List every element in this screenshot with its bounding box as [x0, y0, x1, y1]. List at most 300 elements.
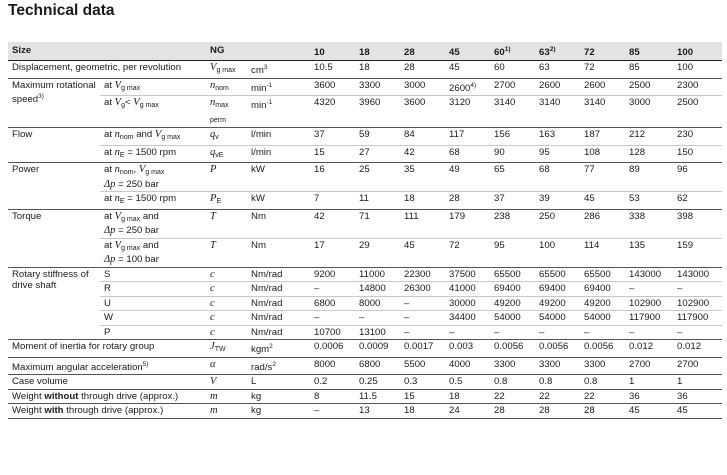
text: 11000 — [359, 268, 385, 280]
value-cell — [355, 282, 400, 297]
value-cell — [355, 404, 400, 419]
cond-line2: = 250 bar — [115, 178, 159, 190]
value-cell — [673, 96, 722, 128]
value-cell — [535, 267, 580, 282]
value-cell — [535, 311, 580, 326]
symbol-cell — [206, 145, 247, 163]
text: 3120 — [449, 97, 471, 108]
text: 5) — [142, 360, 149, 368]
text: 49200 — [494, 297, 521, 309]
condition-cell — [100, 145, 206, 163]
text: Nm/rad — [251, 268, 283, 280]
text: 102900 — [677, 297, 710, 309]
value-cell — [535, 96, 580, 128]
text: 108 — [584, 146, 601, 158]
text: 69400 — [584, 283, 611, 294]
text: 230 — [677, 129, 694, 140]
text: 62 — [677, 193, 688, 204]
text: nom — [119, 134, 134, 141]
text: 28 — [539, 405, 550, 416]
text: – — [404, 312, 410, 323]
text: 0.0009 — [359, 341, 389, 352]
text: 9200 — [314, 268, 336, 280]
size-col-header: 18 — [355, 42, 400, 61]
text: 0.012 — [677, 341, 702, 352]
text: 3140 — [494, 97, 516, 108]
cond-var: Δp — [104, 178, 116, 190]
text: 59 — [359, 129, 370, 140]
text: 114 — [584, 239, 600, 251]
row-label — [8, 404, 206, 419]
value-cell — [580, 128, 625, 146]
text: n — [210, 79, 216, 91]
text: 54000 — [584, 312, 611, 323]
text: n — [210, 97, 216, 108]
symbol-cell — [206, 296, 247, 311]
text: – — [449, 326, 455, 338]
text: kg — [251, 390, 262, 402]
size-col-header: 63$^{2)}$ — [535, 42, 580, 61]
value-cell — [445, 61, 490, 79]
text: 8000 — [314, 358, 336, 370]
text: 24 — [449, 405, 460, 416]
text: 2600 — [584, 79, 606, 91]
value-cell — [400, 96, 445, 128]
text: P — [210, 164, 217, 175]
text: – — [629, 326, 635, 338]
value-cell — [625, 128, 673, 146]
text: with — [44, 405, 64, 416]
text: T — [210, 239, 216, 251]
value-cell — [580, 375, 625, 390]
text: T — [210, 210, 216, 222]
value-cell — [310, 296, 355, 311]
text: Flow — [12, 129, 33, 140]
value-cell — [673, 389, 722, 404]
text: min — [251, 82, 267, 94]
value-cell — [490, 404, 535, 419]
text: 179 — [449, 210, 466, 222]
text: g max — [139, 102, 159, 109]
value-cell — [580, 296, 625, 311]
text: 250 — [539, 210, 556, 222]
text: 49200 — [539, 297, 566, 309]
text: 28 — [584, 405, 595, 416]
text: Displacement, geometric, per revolution — [12, 62, 182, 73]
text: = 1500 rpm — [124, 146, 177, 158]
symbol-cell — [206, 61, 247, 79]
row-label — [8, 163, 100, 210]
text: 65500 — [494, 268, 521, 280]
value-cell — [580, 238, 625, 267]
table-row — [8, 311, 722, 326]
value-cell — [535, 375, 580, 390]
text: 36 — [677, 390, 688, 402]
text: 398 — [677, 210, 694, 222]
value-cell — [310, 209, 355, 238]
text: g max — [161, 134, 181, 141]
text: V — [210, 62, 217, 73]
text: kg — [251, 405, 262, 416]
text: 69400 — [494, 283, 521, 294]
value-cell — [310, 311, 355, 326]
value-cell — [355, 209, 400, 238]
text: Nm — [251, 239, 266, 251]
text: 13 — [359, 405, 370, 416]
text: 90 — [494, 146, 505, 158]
text: 14800 — [359, 283, 386, 294]
text: 18 — [404, 405, 415, 416]
text: 111 — [404, 210, 419, 222]
value-cell — [310, 192, 355, 210]
value-cell — [445, 296, 490, 311]
text: 117900 — [629, 312, 661, 323]
text: 3300 — [584, 358, 606, 370]
text: 5500 — [404, 358, 426, 370]
text: 0.0006 — [314, 341, 344, 352]
value-cell — [535, 282, 580, 297]
value-cell — [673, 163, 722, 192]
text: 3140 — [539, 97, 561, 108]
value-cell — [673, 78, 722, 96]
text: 54000 — [494, 312, 521, 323]
cond-prefix: at — [104, 164, 115, 175]
value-cell — [580, 78, 625, 96]
value-cell — [310, 78, 355, 96]
value-cell — [490, 296, 535, 311]
text: 117900 — [677, 312, 709, 323]
text: Nm/rad — [251, 326, 283, 338]
value-cell — [445, 311, 490, 326]
value-cell — [310, 375, 355, 390]
value-cell — [445, 375, 490, 390]
symbol-cell — [206, 163, 247, 192]
value-cell — [580, 404, 625, 419]
table-row — [8, 357, 722, 375]
text: 65500 — [584, 268, 611, 280]
symbol-cell — [206, 267, 247, 282]
text: 68 — [539, 164, 550, 175]
value-cell — [310, 267, 355, 282]
text: Nm — [251, 210, 266, 222]
text: 95 — [494, 239, 505, 251]
value-cell — [625, 375, 673, 390]
condition-cell — [100, 296, 206, 311]
value-cell — [445, 238, 490, 267]
value-cell — [400, 209, 445, 238]
text: 0.0017 — [404, 341, 434, 352]
text: 2 — [272, 360, 276, 368]
text: 3300 — [539, 358, 561, 370]
condition-cell — [100, 238, 206, 267]
text: 28 — [404, 62, 415, 73]
value-cell — [490, 340, 535, 358]
text: 22 — [539, 390, 550, 402]
text: Maximum angular acceleration — [12, 361, 143, 373]
text: P — [104, 326, 111, 338]
size-col-header: 85 — [625, 42, 673, 61]
value-cell — [490, 311, 535, 326]
row-label — [8, 61, 206, 79]
cond-var: V — [138, 164, 146, 175]
value-cell — [400, 267, 445, 282]
value-cell — [310, 96, 355, 128]
value-cell — [490, 96, 535, 128]
value-cell — [580, 145, 625, 163]
text: – — [584, 326, 590, 338]
value-cell — [400, 238, 445, 267]
text: 4) — [470, 81, 477, 89]
text: P — [210, 193, 217, 204]
unit-cell — [247, 78, 310, 96]
value-cell — [673, 145, 722, 163]
table-row — [8, 325, 722, 340]
value-cell — [535, 296, 580, 311]
text: – — [677, 326, 683, 338]
text: 0.012 — [629, 341, 654, 352]
text: 53 — [629, 193, 640, 204]
text: c — [210, 326, 215, 338]
value-cell — [355, 238, 400, 267]
cond-var: V — [114, 239, 122, 251]
value-cell — [400, 375, 445, 390]
text: 10.5 — [314, 62, 333, 73]
text: g max — [121, 244, 141, 252]
text: 0.25 — [359, 376, 378, 387]
unit-cell — [247, 209, 310, 238]
text: E — [119, 151, 125, 159]
text: 63 — [539, 62, 550, 73]
table-row — [8, 282, 722, 297]
text: 159 — [677, 239, 694, 251]
condition-cell — [100, 192, 206, 210]
technical-data-table — [8, 42, 722, 419]
text: Weight — [12, 405, 45, 416]
text: Case volume — [12, 376, 68, 387]
table-row — [8, 267, 722, 282]
text: 72 — [584, 62, 595, 73]
value-cell — [400, 389, 445, 404]
text: 18 — [404, 193, 415, 204]
condition-cell — [100, 163, 206, 192]
value-cell — [490, 145, 535, 163]
value-cell — [625, 357, 673, 375]
text: 16 — [314, 164, 325, 175]
text: 8 — [314, 390, 320, 402]
cond-line2: = 100 bar — [115, 254, 159, 265]
text: kW — [251, 193, 265, 204]
text: c — [210, 268, 215, 280]
text: 2700 — [677, 358, 699, 370]
row-label — [8, 209, 100, 267]
value-cell — [535, 192, 580, 210]
cond-line2: = 250 bar — [115, 225, 159, 236]
cond-prefix: at — [104, 239, 115, 251]
value-cell — [310, 404, 355, 419]
unit-cell — [247, 357, 310, 375]
text: E — [216, 198, 222, 205]
value-cell — [445, 267, 490, 282]
value-cell — [625, 311, 673, 326]
row-label — [8, 340, 206, 358]
text: 2500 — [677, 97, 699, 108]
value-cell — [400, 311, 445, 326]
text: 6800 — [314, 297, 336, 309]
text: 45 — [449, 62, 460, 73]
text: and — [140, 210, 159, 222]
value-cell — [625, 267, 673, 282]
text: 28 — [494, 405, 505, 416]
text: 0.2 — [314, 376, 328, 387]
text: 156 — [494, 129, 511, 140]
text: 2600 — [449, 82, 471, 94]
value-cell — [580, 61, 625, 79]
value-cell — [490, 209, 535, 238]
text: – — [404, 326, 410, 338]
text: 49200 — [584, 297, 611, 309]
value-cell — [445, 357, 490, 375]
text: 34400 — [449, 312, 476, 323]
table-row — [8, 192, 722, 210]
value-cell — [490, 128, 535, 146]
text: Torque — [12, 210, 42, 222]
table-row — [8, 209, 722, 238]
value-cell — [673, 267, 722, 282]
value-cell — [580, 209, 625, 238]
value-cell — [535, 325, 580, 340]
value-cell — [355, 145, 400, 163]
text: R — [104, 283, 111, 294]
text: 3) — [38, 93, 44, 100]
value-cell — [673, 238, 722, 267]
text: 22 — [584, 390, 595, 402]
value-cell — [400, 163, 445, 192]
symbol-cell — [206, 404, 247, 419]
value-cell — [625, 163, 673, 192]
cond-prefix: at — [104, 79, 115, 91]
text: U — [104, 297, 111, 309]
text: perm — [210, 116, 226, 124]
text: E — [119, 198, 125, 205]
symbol-cell — [206, 238, 247, 267]
cond-var: Δp — [104, 225, 116, 236]
text: -1 — [266, 81, 273, 89]
text: – — [404, 297, 410, 309]
text: 37 — [314, 129, 325, 140]
text: 143000 — [677, 268, 710, 280]
value-cell — [355, 357, 400, 375]
text: 163 — [539, 129, 556, 140]
value-cell — [445, 145, 490, 163]
text: 3960 — [359, 97, 381, 108]
text: 84 — [404, 129, 415, 140]
cond-var: V — [114, 210, 122, 222]
text: 10700 — [314, 326, 341, 338]
text: max — [215, 102, 229, 109]
text: Weight — [12, 390, 45, 402]
text: kgm — [251, 344, 270, 355]
text: 143000 — [629, 268, 662, 280]
text: 0.8 — [539, 376, 553, 387]
value-cell — [625, 209, 673, 238]
text: 49 — [449, 164, 460, 175]
text: c — [210, 283, 215, 294]
text: v — [215, 134, 219, 141]
text: through drive (approx.) — [63, 405, 164, 416]
value-cell — [580, 267, 625, 282]
value-cell — [355, 61, 400, 79]
text: 3000 — [629, 97, 651, 108]
unit-cell — [247, 311, 310, 326]
text: q — [210, 146, 216, 158]
text: – — [314, 405, 320, 416]
text: 77 — [584, 164, 595, 175]
symbol-cell — [206, 282, 247, 297]
text: nom — [119, 169, 134, 176]
text: 54000 — [539, 312, 566, 323]
text: 30000 — [449, 297, 476, 309]
table-row — [8, 340, 722, 358]
value-cell — [490, 375, 535, 390]
value-cell — [310, 238, 355, 267]
cond-tail: , — [133, 164, 139, 175]
text: 2300 — [677, 79, 699, 91]
text: 2700 — [494, 79, 516, 91]
text: l/min — [251, 129, 272, 140]
table-body — [8, 61, 722, 419]
text: Nm/rad — [251, 312, 283, 323]
value-cell — [625, 340, 673, 358]
text: 95 — [539, 146, 550, 158]
unit-cell — [247, 128, 310, 146]
text: g max — [121, 215, 141, 223]
text: 41000 — [449, 283, 476, 294]
value-cell — [310, 128, 355, 146]
text: 2500 — [629, 79, 651, 91]
row-label — [8, 128, 100, 163]
text: 3000 — [404, 79, 426, 91]
unit-cell — [247, 267, 310, 282]
text: 3600 — [404, 97, 426, 108]
text: Nm/rad — [251, 297, 283, 309]
text: L — [251, 376, 257, 387]
text: 6800 — [359, 358, 381, 370]
text: 45 — [584, 193, 595, 204]
value-cell — [445, 282, 490, 297]
value-cell — [580, 163, 625, 192]
text: 96 — [677, 164, 688, 175]
text: 15 — [404, 390, 415, 402]
value-cell — [535, 78, 580, 96]
value-cell — [535, 209, 580, 238]
text: 150 — [677, 146, 694, 158]
value-cell — [400, 282, 445, 297]
value-cell — [535, 357, 580, 375]
text: 22300 — [404, 268, 431, 280]
condition-cell — [100, 267, 206, 282]
symbol-cell — [206, 389, 247, 404]
text: m — [210, 390, 218, 402]
text: 102900 — [629, 297, 662, 309]
size-col-header: 28 — [400, 42, 445, 61]
value-cell — [355, 296, 400, 311]
value-cell — [535, 404, 580, 419]
value-cell — [673, 209, 722, 238]
condition-cell — [100, 325, 206, 340]
value-cell — [625, 325, 673, 340]
text: Power — [12, 164, 40, 175]
value-cell — [580, 192, 625, 210]
